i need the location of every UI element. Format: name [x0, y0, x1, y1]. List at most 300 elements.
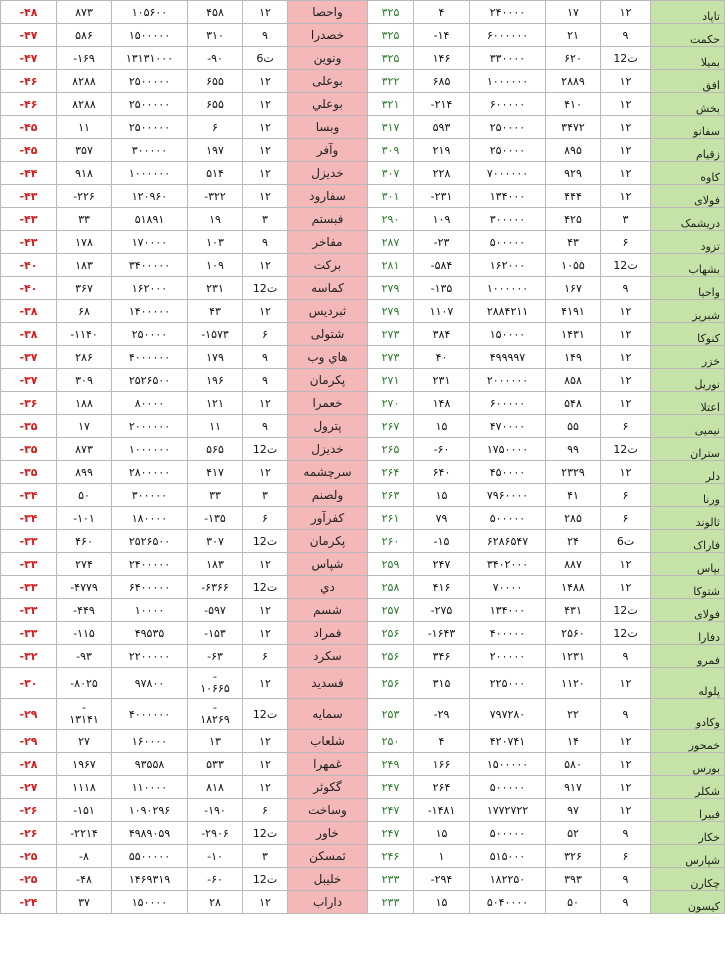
score-value-cell[interactable]: ۲۵۷ [368, 599, 414, 622]
symbol-left-cell[interactable]: ثبردیس [288, 300, 368, 323]
shares-value-cell[interactable]: ۵۵۰۰۰۰۰ [112, 845, 188, 868]
change-percent-cell[interactable]: -۴۷ [1, 24, 57, 47]
volume-value-cell[interactable]: ۴۲۰۷۴۱ [470, 730, 546, 753]
eps-value-cell[interactable]: ۸۹۹ [57, 461, 112, 484]
eps-value-cell[interactable]: ۶۸ [57, 300, 112, 323]
period-right-value-cell[interactable]: ۱۲ [601, 93, 651, 116]
eps-right-value-cell[interactable]: ۴۳ [546, 231, 601, 254]
symbol-right-cell[interactable]: فبیرا [651, 799, 725, 822]
profit-value-cell[interactable]: ۶۵۵ [188, 93, 243, 116]
symbol-left-cell[interactable]: خاور [288, 822, 368, 845]
diff-value-cell[interactable]: ۳۱۵ [414, 668, 470, 699]
change-percent-cell[interactable]: -۳۸ [1, 300, 57, 323]
period-right-value-cell[interactable]: ۱۲ [601, 576, 651, 599]
eps-value-cell[interactable]: -۸۰۲۵ [57, 668, 112, 699]
eps-value-cell[interactable]: -۱۵۱ [57, 799, 112, 822]
diff-value-cell[interactable]: -۱۳۵ [414, 277, 470, 300]
volume-value-cell[interactable]: ۲۸۸۴۲۱۱ [470, 300, 546, 323]
diff-value-cell[interactable]: -۱۵ [414, 530, 470, 553]
diff-value-cell[interactable]: ۱۴۸ [414, 392, 470, 415]
period-value-cell[interactable]: ۱۲ [243, 622, 288, 645]
shares-value-cell[interactable]: ۹۳۵۵۸ [112, 753, 188, 776]
score-value-cell[interactable]: ۲۵۶ [368, 645, 414, 668]
eps-value-cell[interactable]: -۴۸ [57, 868, 112, 891]
shares-value-cell[interactable]: ۲۴۰۰۰۰۰ [112, 553, 188, 576]
profit-value-cell[interactable]: ۲۳۱ [188, 277, 243, 300]
diff-value-cell[interactable]: -۱۶۴۳ [414, 622, 470, 645]
volume-value-cell[interactable]: ۱۷۵۰۰۰۰ [470, 438, 546, 461]
shares-value-cell[interactable]: ۱۸۰۰۰۰ [112, 507, 188, 530]
symbol-left-cell[interactable]: شتولی [288, 323, 368, 346]
shares-value-cell[interactable]: ۳۰۰۰۰۰ [112, 139, 188, 162]
eps-right-value-cell[interactable]: ۴۱۰ [546, 93, 601, 116]
volume-value-cell[interactable]: ۳۳۰۰۰۰ [470, 47, 546, 70]
eps-value-cell[interactable]: ۲۸۶ [57, 346, 112, 369]
eps-value-cell[interactable]: ۴۶۰ [57, 530, 112, 553]
score-value-cell[interactable]: ۲۶۱ [368, 507, 414, 530]
diff-value-cell[interactable]: -۲۹۴ [414, 868, 470, 891]
period-value-cell[interactable]: 12ت [243, 868, 288, 891]
eps-value-cell[interactable]: ۳۶۷ [57, 277, 112, 300]
volume-value-cell[interactable]: ۷۰۰۰۰۰۰ [470, 162, 546, 185]
period-right-value-cell[interactable]: ۹ [601, 699, 651, 730]
score-value-cell[interactable]: ۲۵۹ [368, 553, 414, 576]
score-value-cell[interactable]: ۲۷۳ [368, 323, 414, 346]
score-value-cell[interactable]: ۲۷۱ [368, 369, 414, 392]
volume-value-cell[interactable]: ۵۰۰۰۰۰ [470, 776, 546, 799]
diff-value-cell[interactable]: ۳۸۴ [414, 323, 470, 346]
period-right-value-cell[interactable]: ۹ [601, 891, 651, 914]
shares-value-cell[interactable]: ۱۵۰۰۰۰ [112, 891, 188, 914]
diff-value-cell[interactable]: ۲۲۸ [414, 162, 470, 185]
symbol-left-cell[interactable]: پترول [288, 415, 368, 438]
period-value-cell[interactable]: 12ت [243, 822, 288, 845]
period-value-cell[interactable]: ۶ [243, 507, 288, 530]
eps-value-cell[interactable]: ۱۸۳ [57, 254, 112, 277]
score-value-cell[interactable]: ۲۶۵ [368, 438, 414, 461]
profit-value-cell[interactable]: ۴۵۸ [188, 1, 243, 24]
shares-value-cell[interactable]: ۱۰۹۰۲۹۶ [112, 799, 188, 822]
profit-value-cell[interactable]: -۵۹۷ [188, 599, 243, 622]
eps-value-cell[interactable]: ۳۰۹ [57, 369, 112, 392]
symbol-left-cell[interactable]: فسدید [288, 668, 368, 699]
diff-value-cell[interactable]: ۱۵ [414, 891, 470, 914]
symbol-left-cell[interactable]: سرچشمه [288, 461, 368, 484]
symbol-right-cell[interactable]: خکار [651, 822, 725, 845]
symbol-right-cell[interactable]: سفانو [651, 116, 725, 139]
shares-value-cell[interactable]: ۱۳۱۳۱۰۰۰ [112, 47, 188, 70]
eps-right-value-cell[interactable]: ۱۴۸۸ [546, 576, 601, 599]
period-value-cell[interactable]: ۱۲ [243, 891, 288, 914]
eps-value-cell[interactable]: ۲۷ [57, 730, 112, 753]
score-value-cell[interactable]: ۳۲۵ [368, 1, 414, 24]
diff-value-cell[interactable]: -۵۸۴ [414, 254, 470, 277]
symbol-right-cell[interactable]: حکمت [651, 24, 725, 47]
shares-value-cell[interactable]: ۱۰۰۰۰۰۰ [112, 162, 188, 185]
change-percent-cell[interactable]: -۲۶ [1, 822, 57, 845]
symbol-left-cell[interactable]: خدیزل [288, 162, 368, 185]
diff-value-cell[interactable]: -۲۳۱ [414, 185, 470, 208]
profit-value-cell[interactable]: -۶۳۶۶ [188, 576, 243, 599]
period-value-cell[interactable]: ۹ [243, 346, 288, 369]
change-percent-cell[interactable]: -۳۵ [1, 461, 57, 484]
symbol-left-cell[interactable]: سفارود [288, 185, 368, 208]
profit-value-cell[interactable]: -۳۲۲ [188, 185, 243, 208]
profit-value-cell[interactable]: ۵۳۳ [188, 753, 243, 776]
volume-value-cell[interactable]: ۴۵۰۰۰۰ [470, 461, 546, 484]
shares-value-cell[interactable]: ۲۵۰۰۰۰ [112, 323, 188, 346]
period-right-value-cell[interactable]: ۱۲ [601, 70, 651, 93]
shares-value-cell[interactable]: ۲۸۰۰۰۰۰ [112, 461, 188, 484]
change-percent-cell[interactable]: -۲۴ [1, 891, 57, 914]
change-percent-cell[interactable]: -۴۳ [1, 185, 57, 208]
symbol-right-cell[interactable]: شتوکا [651, 576, 725, 599]
volume-value-cell[interactable]: ۲۴۰۰۰۰ [470, 1, 546, 24]
symbol-right-cell[interactable]: کیسون [651, 891, 725, 914]
shares-value-cell[interactable]: ۵۱۸۹۱ [112, 208, 188, 231]
profit-value-cell[interactable]: ۱۳ [188, 730, 243, 753]
diff-value-cell[interactable]: -۲۷۵ [414, 599, 470, 622]
eps-right-value-cell[interactable]: ۵۲ [546, 822, 601, 845]
period-right-value-cell[interactable]: ۱۲ [601, 776, 651, 799]
symbol-left-cell[interactable]: فمراد [288, 622, 368, 645]
score-value-cell[interactable]: ۲۷۰ [368, 392, 414, 415]
symbol-left-cell[interactable]: گکوثر [288, 776, 368, 799]
eps-right-value-cell[interactable]: ۱۴۳۱ [546, 323, 601, 346]
diff-value-cell[interactable]: ۴ [414, 730, 470, 753]
change-percent-cell[interactable]: -۴۶ [1, 93, 57, 116]
period-right-value-cell[interactable]: ۹ [601, 868, 651, 891]
volume-value-cell[interactable]: ۶۲۸۶۵۴۷ [470, 530, 546, 553]
score-value-cell[interactable]: ۲۶۰ [368, 530, 414, 553]
diff-value-cell[interactable]: ۵۹۳ [414, 116, 470, 139]
change-percent-cell[interactable]: -۳۲ [1, 645, 57, 668]
eps-right-value-cell[interactable]: ۲۸۵ [546, 507, 601, 530]
eps-right-value-cell[interactable]: ۴۲۵ [546, 208, 601, 231]
change-percent-cell[interactable]: -۳۴ [1, 507, 57, 530]
score-value-cell[interactable]: ۲۶۳ [368, 484, 414, 507]
profit-value-cell[interactable]: -۲۹۰۶ [188, 822, 243, 845]
period-right-value-cell[interactable]: 12ت [601, 438, 651, 461]
symbol-left-cell[interactable]: وساخت [288, 799, 368, 822]
shares-value-cell[interactable]: ۲۵۰۰۰۰۰ [112, 93, 188, 116]
symbol-left-cell[interactable]: شپاس [288, 553, 368, 576]
score-value-cell[interactable]: ۲۸۱ [368, 254, 414, 277]
diff-value-cell[interactable]: ۲۴۷ [414, 553, 470, 576]
period-value-cell[interactable]: 12ت [243, 530, 288, 553]
change-percent-cell[interactable]: -۴۰ [1, 254, 57, 277]
eps-right-value-cell[interactable]: ۹۹ [546, 438, 601, 461]
eps-right-value-cell[interactable]: ۳۹۳ [546, 868, 601, 891]
symbol-right-cell[interactable]: تاپاد [651, 1, 725, 24]
change-percent-cell[interactable]: -۳۳ [1, 599, 57, 622]
symbol-left-cell[interactable]: مفاخر [288, 231, 368, 254]
volume-value-cell[interactable]: ۱۵۰۰۰۰۰ [470, 753, 546, 776]
symbol-right-cell[interactable]: کنوکا [651, 323, 725, 346]
volume-value-cell[interactable]: ۶۰۰۰۰۰ [470, 392, 546, 415]
symbol-right-cell[interactable]: ستران [651, 438, 725, 461]
eps-value-cell[interactable]: ۲۷۴ [57, 553, 112, 576]
eps-value-cell[interactable]: -۴۷۷۹ [57, 576, 112, 599]
period-value-cell[interactable]: ۶ [243, 799, 288, 822]
volume-value-cell[interactable]: ۶۰۰۰۰۰۰ [470, 24, 546, 47]
period-value-cell[interactable]: ۶ [243, 323, 288, 346]
period-right-value-cell[interactable]: ۱۲ [601, 300, 651, 323]
period-value-cell[interactable]: ۳ [243, 208, 288, 231]
score-value-cell[interactable]: ۲۴۷ [368, 776, 414, 799]
profit-value-cell[interactable]: ۱۰۳ [188, 231, 243, 254]
diff-value-cell[interactable]: ۱۴۶ [414, 47, 470, 70]
symbol-right-cell[interactable]: وکادو [651, 699, 725, 730]
diff-value-cell[interactable]: -۲۳ [414, 231, 470, 254]
symbol-left-cell[interactable]: بوعلي [288, 93, 368, 116]
shares-value-cell[interactable]: ۱۵۰۰۰۰۰ [112, 24, 188, 47]
period-value-cell[interactable]: ۱۲ [243, 392, 288, 415]
profit-value-cell[interactable]: ۱۰۹ [188, 254, 243, 277]
symbol-right-cell[interactable]: خزر [651, 346, 725, 369]
eps-value-cell[interactable]: ۸۲۸۸ [57, 70, 112, 93]
period-value-cell[interactable]: 12ت [243, 277, 288, 300]
profit-value-cell[interactable]: -۱۵۳ [188, 622, 243, 645]
profit-value-cell[interactable]: ۱۱ [188, 415, 243, 438]
symbol-right-cell[interactable]: دریشمک [651, 208, 725, 231]
eps-right-value-cell[interactable]: ۹۷ [546, 799, 601, 822]
symbol-right-cell[interactable]: واحیا [651, 277, 725, 300]
eps-value-cell[interactable]: ۱۱۱۸ [57, 776, 112, 799]
symbol-left-cell[interactable]: هاي وب [288, 346, 368, 369]
eps-value-cell[interactable]: -۱۰۱ [57, 507, 112, 530]
period-value-cell[interactable]: ۱۲ [243, 730, 288, 753]
eps-value-cell[interactable]: ۱۱ [57, 116, 112, 139]
eps-value-cell[interactable]: -۱۱۵ [57, 622, 112, 645]
shares-value-cell[interactable]: ۲۵۲۶۵۰۰ [112, 530, 188, 553]
eps-right-value-cell[interactable]: ۱۱۲۰ [546, 668, 601, 699]
profit-value-cell[interactable]: ۱۲۱ [188, 392, 243, 415]
symbol-right-cell[interactable]: بخش [651, 93, 725, 116]
change-percent-cell[interactable]: -۲۷ [1, 776, 57, 799]
change-percent-cell[interactable]: -۴۶ [1, 70, 57, 93]
period-right-value-cell[interactable]: ۱۲ [601, 553, 651, 576]
symbol-right-cell[interactable]: بمیلا [651, 47, 725, 70]
eps-value-cell[interactable]: ۳۷ [57, 891, 112, 914]
score-value-cell[interactable]: ۲۳۳ [368, 868, 414, 891]
volume-value-cell[interactable]: ۴۰۰۰۰۰ [470, 622, 546, 645]
volume-value-cell[interactable]: ۲۰۰۰۰۰ [470, 645, 546, 668]
eps-value-cell[interactable]: -۲۲۱۴ [57, 822, 112, 845]
profit-value-cell[interactable]: -۱۳۵ [188, 507, 243, 530]
volume-value-cell[interactable]: ۲۵۰۰۰۰ [470, 116, 546, 139]
period-right-value-cell[interactable]: ۱۲ [601, 346, 651, 369]
diff-value-cell[interactable]: -۲۹ [414, 699, 470, 730]
profit-value-cell[interactable]: ۱۹۷ [188, 139, 243, 162]
eps-value-cell[interactable]: ۵۰ [57, 484, 112, 507]
symbol-right-cell[interactable]: پلوله [651, 668, 725, 699]
period-right-value-cell[interactable]: ۱۲ [601, 753, 651, 776]
symbol-left-cell[interactable]: خعمرا [288, 392, 368, 415]
eps-value-cell[interactable]: ۱۷ [57, 415, 112, 438]
volume-value-cell[interactable]: ۵۰۰۰۰۰ [470, 231, 546, 254]
period-right-value-cell[interactable]: 12ت [601, 47, 651, 70]
profit-value-cell[interactable]: ۳۳ [188, 484, 243, 507]
symbol-left-cell[interactable]: ثمسکن [288, 845, 368, 868]
profit-value-cell[interactable]: ۱۷۹ [188, 346, 243, 369]
change-percent-cell[interactable]: -۳۵ [1, 438, 57, 461]
symbol-left-cell[interactable]: خلیبل [288, 868, 368, 891]
eps-right-value-cell[interactable]: ۳۴۷۲ [546, 116, 601, 139]
eps-right-value-cell[interactable]: ۱۰۵۵ [546, 254, 601, 277]
volume-value-cell[interactable]: ۱۳۴۰۰۰ [470, 599, 546, 622]
score-value-cell[interactable]: ۲۷۳ [368, 346, 414, 369]
diff-value-cell[interactable]: ۱۶۶ [414, 753, 470, 776]
symbol-right-cell[interactable]: زقیام [651, 139, 725, 162]
symbol-left-cell[interactable]: سکرد [288, 645, 368, 668]
symbol-left-cell[interactable]: کماسه [288, 277, 368, 300]
shares-value-cell[interactable]: ۱۴۰۰۰۰۰ [112, 300, 188, 323]
volume-value-cell[interactable]: ۱۰۰۰۰۰۰ [470, 277, 546, 300]
period-right-value-cell[interactable]: ۱۲ [601, 799, 651, 822]
symbol-left-cell[interactable]: شلعاب [288, 730, 368, 753]
volume-value-cell[interactable]: ۱۶۲۰۰۰ [470, 254, 546, 277]
period-right-value-cell[interactable]: ۱۲ [601, 461, 651, 484]
eps-right-value-cell[interactable]: ۳۲۶ [546, 845, 601, 868]
score-value-cell[interactable]: ۲۷۹ [368, 277, 414, 300]
symbol-right-cell[interactable]: فمرو [651, 645, 725, 668]
volume-value-cell[interactable]: ۱۸۲۲۵۰ [470, 868, 546, 891]
period-right-value-cell[interactable]: ۱۲ [601, 116, 651, 139]
diff-value-cell[interactable]: ۳۴۶ [414, 645, 470, 668]
change-percent-cell[interactable]: -۴۸ [1, 1, 57, 24]
shares-value-cell[interactable]: ۲۵۲۶۵۰۰ [112, 369, 188, 392]
eps-value-cell[interactable]: -۱۶۹ [57, 47, 112, 70]
change-percent-cell[interactable]: -۳۳ [1, 576, 57, 599]
symbol-right-cell[interactable]: بپاس [651, 553, 725, 576]
eps-right-value-cell[interactable]: ۵۴۸ [546, 392, 601, 415]
eps-right-value-cell[interactable]: ۲۵۶۰ [546, 622, 601, 645]
shares-value-cell[interactable]: ۱۰۰۰۰۰۰ [112, 438, 188, 461]
shares-value-cell[interactable]: ۸۰۰۰۰ [112, 392, 188, 415]
period-value-cell[interactable]: ۱۲ [243, 185, 288, 208]
score-value-cell[interactable]: ۳۰۱ [368, 185, 414, 208]
volume-value-cell[interactable]: ۷۹۷۲۸۰ [470, 699, 546, 730]
eps-value-cell[interactable]: ۳۵۷ [57, 139, 112, 162]
profit-value-cell[interactable]: -۶۳ [188, 645, 243, 668]
period-right-value-cell[interactable]: ۱۲ [601, 162, 651, 185]
change-percent-cell[interactable]: -۲۵ [1, 868, 57, 891]
change-percent-cell[interactable]: -۴۵ [1, 116, 57, 139]
symbol-left-cell[interactable]: کفرآور [288, 507, 368, 530]
score-value-cell[interactable]: ۲۴۷ [368, 822, 414, 845]
eps-right-value-cell[interactable]: ۸۹۵ [546, 139, 601, 162]
eps-value-cell[interactable]: -۹۳ [57, 645, 112, 668]
profit-value-cell[interactable]: - ۱۰۶۶۵ [188, 668, 243, 699]
period-right-value-cell[interactable]: ۳ [601, 208, 651, 231]
volume-value-cell[interactable]: ۵۱۵۰۰۰ [470, 845, 546, 868]
score-value-cell[interactable]: ۲۳۳ [368, 891, 414, 914]
eps-right-value-cell[interactable]: ۸۵۸ [546, 369, 601, 392]
eps-right-value-cell[interactable]: ۹۱۷ [546, 776, 601, 799]
profit-value-cell[interactable]: -۱۰ [188, 845, 243, 868]
symbol-right-cell[interactable]: ورنا [651, 484, 725, 507]
period-right-value-cell[interactable]: ۱۲ [601, 139, 651, 162]
volume-value-cell[interactable]: ۳۴۰۲۰۰۰ [470, 553, 546, 576]
period-value-cell[interactable]: ۱۲ [243, 668, 288, 699]
volume-value-cell[interactable]: ۱۵۰۰۰۰ [470, 323, 546, 346]
eps-right-value-cell[interactable]: ۴۱۹۱ [546, 300, 601, 323]
score-value-cell[interactable]: ۳۲۵ [368, 24, 414, 47]
shares-value-cell[interactable]: ۲۲۰۰۰۰۰ [112, 645, 188, 668]
score-value-cell[interactable]: ۲۷۹ [368, 300, 414, 323]
symbol-right-cell[interactable]: خمحور [651, 730, 725, 753]
diff-value-cell[interactable]: -۱۴۸۱ [414, 799, 470, 822]
period-value-cell[interactable]: ۱۲ [243, 553, 288, 576]
change-percent-cell[interactable]: -۲۹ [1, 699, 57, 730]
symbol-left-cell[interactable]: واحصا [288, 1, 368, 24]
symbol-right-cell[interactable]: بورس [651, 753, 725, 776]
symbol-right-cell[interactable]: فاراک [651, 530, 725, 553]
period-value-cell[interactable]: ۹ [243, 369, 288, 392]
shares-value-cell[interactable]: ۲۰۰۰۰۰۰ [112, 415, 188, 438]
eps-right-value-cell[interactable]: ۲۴ [546, 530, 601, 553]
eps-right-value-cell[interactable]: ۵۸۰ [546, 753, 601, 776]
shares-value-cell[interactable]: ۳۰۰۰۰۰ [112, 484, 188, 507]
period-right-value-cell[interactable]: ۹ [601, 822, 651, 845]
change-percent-cell[interactable]: -۳۵ [1, 415, 57, 438]
shares-value-cell[interactable]: ۱۴۶۹۳۱۹ [112, 868, 188, 891]
eps-value-cell[interactable]: -۱۱۴۰ [57, 323, 112, 346]
diff-value-cell[interactable]: ۱۵ [414, 822, 470, 845]
period-right-value-cell[interactable]: 12ت [601, 254, 651, 277]
volume-value-cell[interactable]: ۵۰۰۰۰۰ [470, 822, 546, 845]
shares-value-cell[interactable]: ۹۷۸۰۰ [112, 668, 188, 699]
change-percent-cell[interactable]: -۴۵ [1, 139, 57, 162]
eps-right-value-cell[interactable]: ۱۶۷ [546, 277, 601, 300]
change-percent-cell[interactable]: -۴۰ [1, 277, 57, 300]
symbol-left-cell[interactable]: وآفر [288, 139, 368, 162]
volume-value-cell[interactable]: ۳۰۰۰۰۰ [470, 208, 546, 231]
period-value-cell[interactable]: ۹ [243, 231, 288, 254]
eps-right-value-cell[interactable]: ۲۱ [546, 24, 601, 47]
period-value-cell[interactable]: ۱۲ [243, 599, 288, 622]
volume-value-cell[interactable]: ۲۰۰۰۰۰۰ [470, 369, 546, 392]
eps-right-value-cell[interactable]: ۴۴۴ [546, 185, 601, 208]
symbol-left-cell[interactable]: دي [288, 576, 368, 599]
diff-value-cell[interactable]: ۱۵ [414, 415, 470, 438]
eps-value-cell[interactable]: ۱۸۸ [57, 392, 112, 415]
change-percent-cell[interactable]: -۳۷ [1, 369, 57, 392]
diff-value-cell[interactable]: ۶۴۰ [414, 461, 470, 484]
period-value-cell[interactable]: ۱۲ [243, 461, 288, 484]
period-right-value-cell[interactable]: ۱۲ [601, 1, 651, 24]
symbol-left-cell[interactable]: سمایه [288, 699, 368, 730]
shares-value-cell[interactable]: ۱۲۰۹۶۰ [112, 185, 188, 208]
score-value-cell[interactable]: ۲۹۰ [368, 208, 414, 231]
diff-value-cell[interactable]: ۴۱۶ [414, 576, 470, 599]
period-right-value-cell[interactable]: ۶ [601, 415, 651, 438]
eps-right-value-cell[interactable]: ۲۸۸۹ [546, 70, 601, 93]
eps-right-value-cell[interactable]: ۵۰ [546, 891, 601, 914]
score-value-cell[interactable]: ۳۰۷ [368, 162, 414, 185]
eps-right-value-cell[interactable]: ۴۳۱ [546, 599, 601, 622]
score-value-cell[interactable]: ۲۸۷ [368, 231, 414, 254]
eps-value-cell[interactable]: ۸۷۳ [57, 438, 112, 461]
shares-value-cell[interactable]: ۴۰۰۰۰۰۰ [112, 346, 188, 369]
eps-right-value-cell[interactable]: ۱۷ [546, 1, 601, 24]
symbol-left-cell[interactable]: داراب [288, 891, 368, 914]
diff-value-cell[interactable]: -۱۴ [414, 24, 470, 47]
score-value-cell[interactable]: ۲۵۶ [368, 668, 414, 699]
symbol-left-cell[interactable]: بوعلی [288, 70, 368, 93]
symbol-right-cell[interactable]: شپارس [651, 845, 725, 868]
